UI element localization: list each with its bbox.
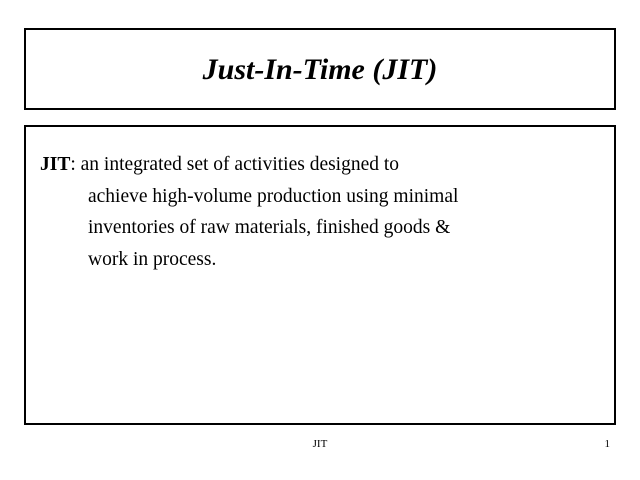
footer-label: JIT [312, 438, 328, 450]
page-number: 1 [604, 438, 610, 450]
body-lead-term: JIT [40, 154, 71, 175]
body-line-2: achieve high-volume production using minimal [88, 185, 459, 207]
body-line-1 [40, 149, 596, 181]
body-box [24, 125, 616, 425]
page-title: Just-In-Time (JIT) [202, 52, 438, 86]
body-line-3: inventories of raw materials, finished goods & [88, 217, 451, 239]
slide-footer [24, 438, 616, 458]
body-line-4: work in process. [88, 248, 217, 270]
title-box [24, 28, 616, 110]
body-paragraph [40, 149, 596, 275]
body-line-1-text: : an integrated set of activities designed to [70, 154, 400, 175]
